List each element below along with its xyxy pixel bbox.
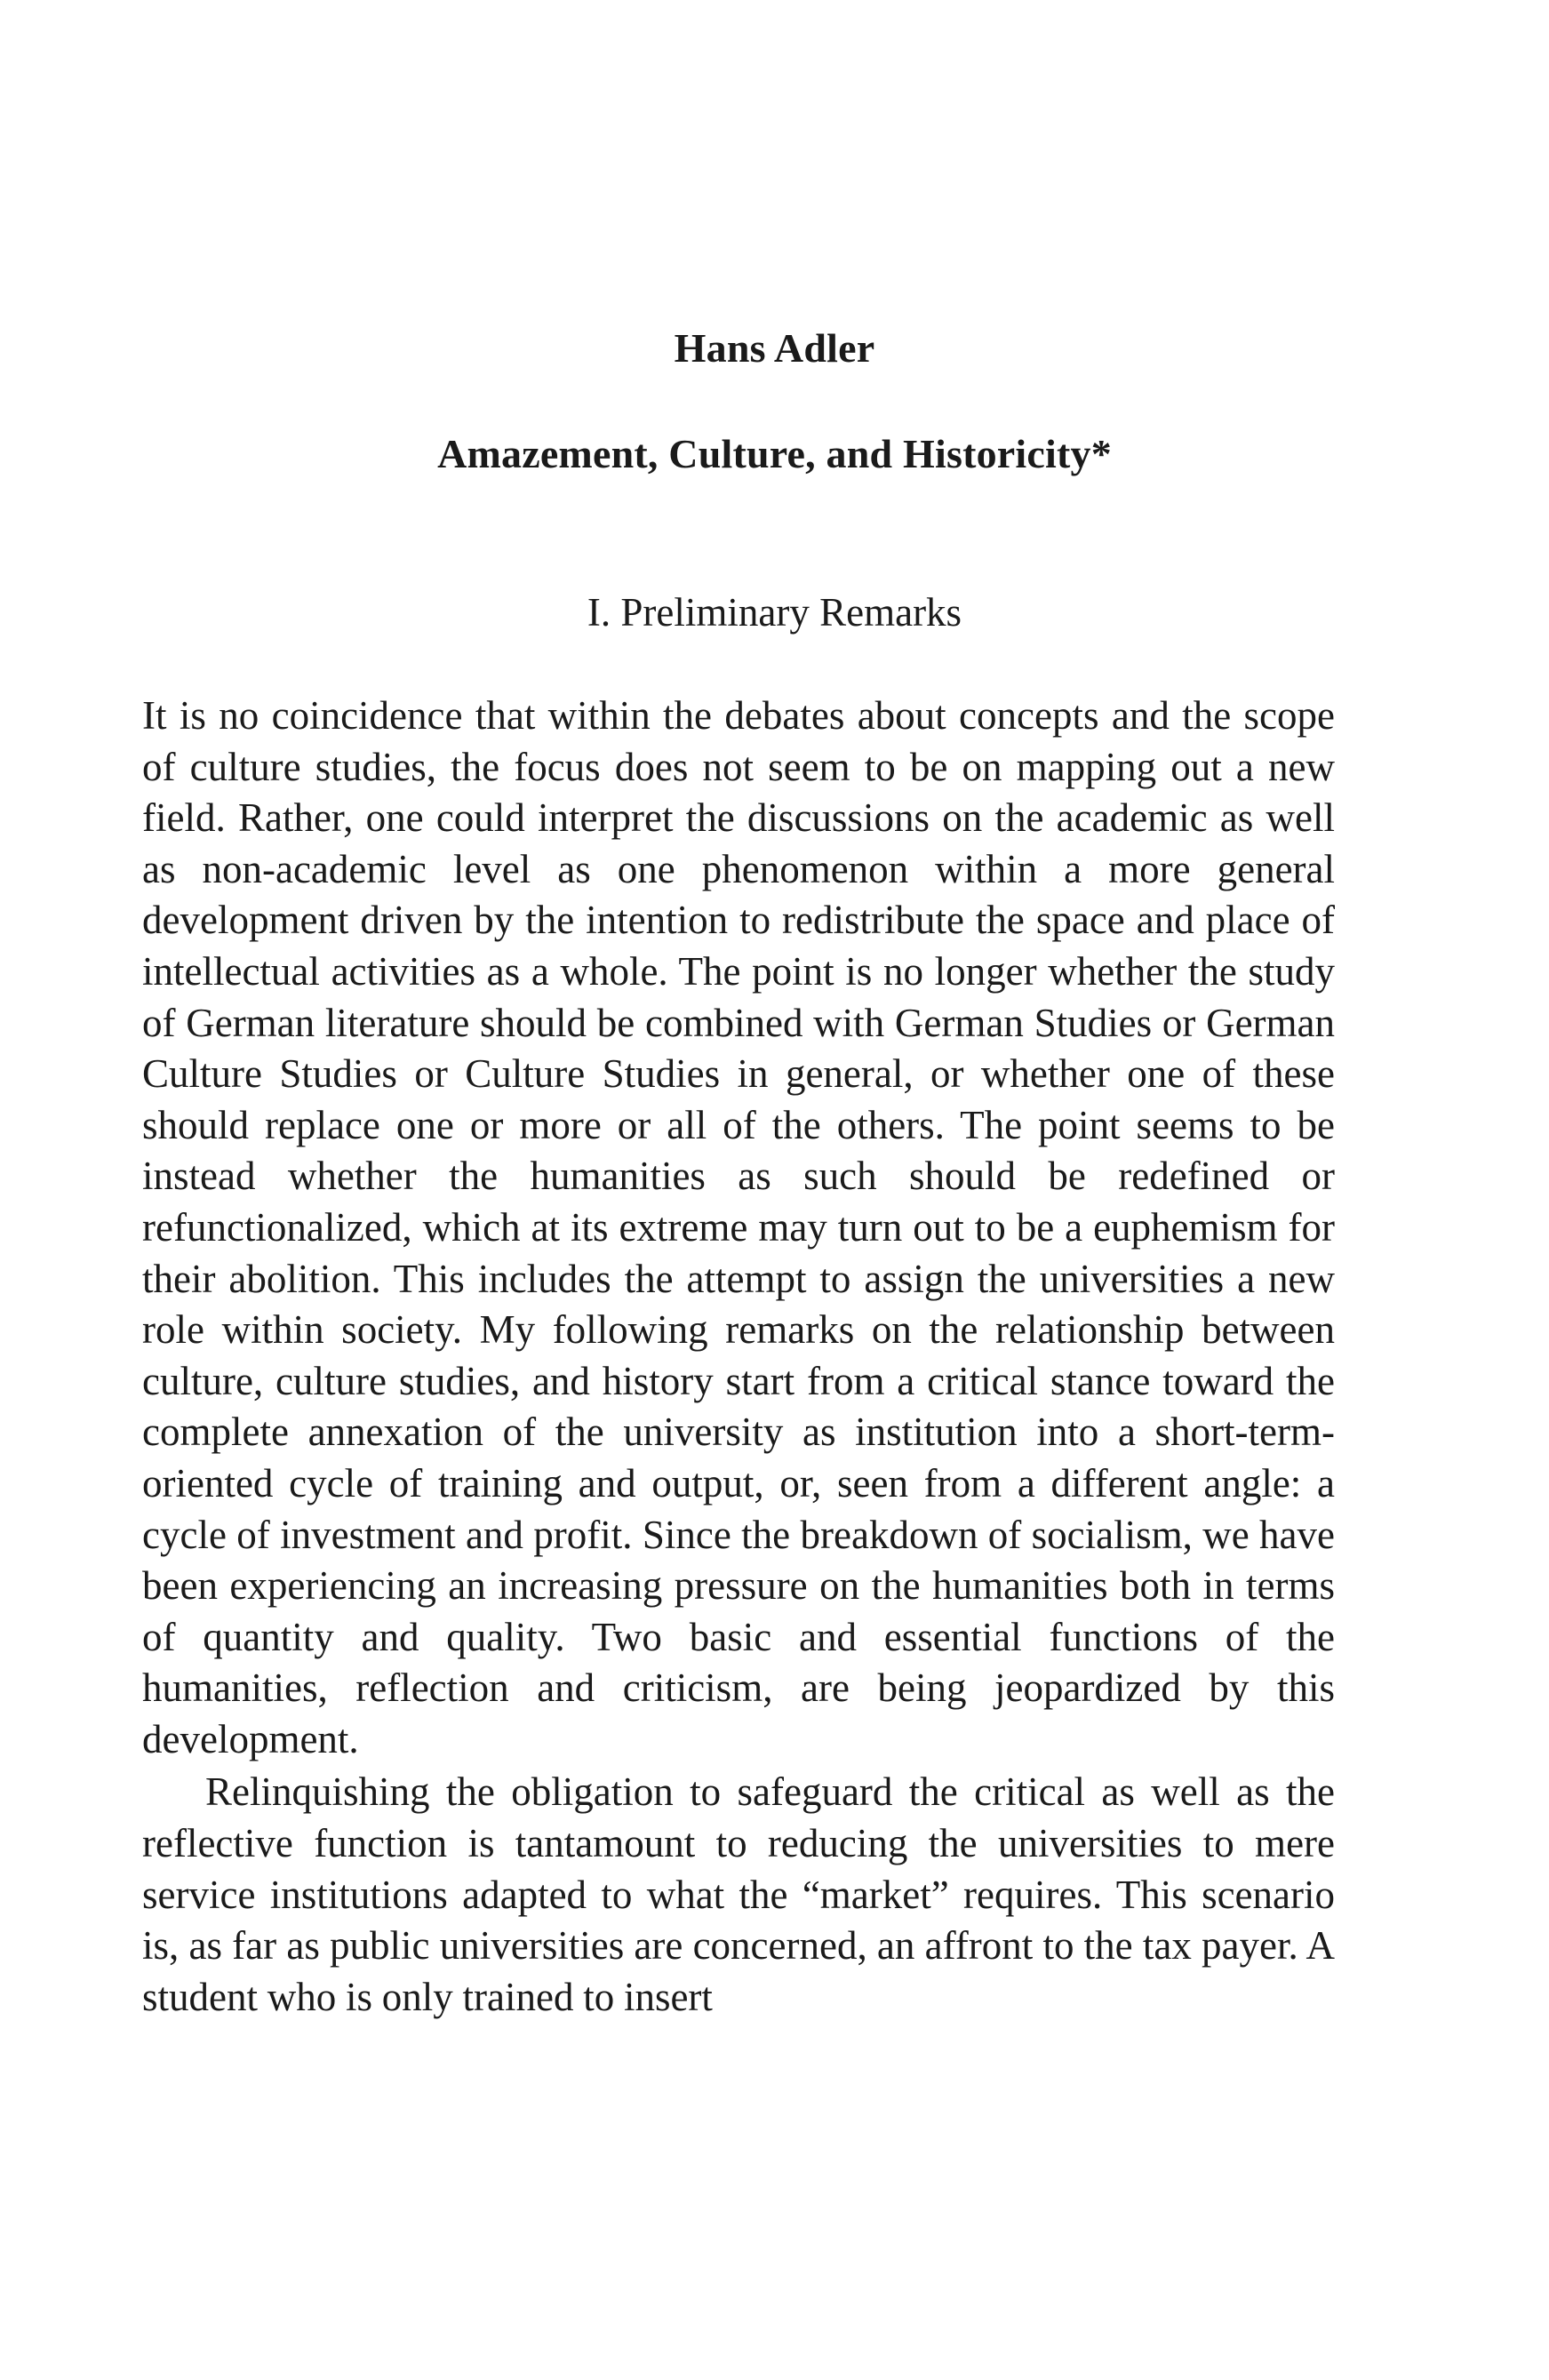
section-heading: I. Preliminary Remarks	[587, 590, 962, 635]
body-text	[142, 691, 1335, 2023]
author-name: Hans Adler	[674, 325, 875, 371]
article-title: Amazement, Culture, and Historicity*	[437, 431, 1112, 476]
paragraph-1: It is no coincidence that within the debates about concepts and the scope of culture studies, the focus does not seem to be on mapping out a new field. Rather, one could interpret the discussions on the academic as well as non-academic level as one phenomenon within a more general development driven by the intention to redistribute the space and place of intellectual activities as a whole. The point is no longer whether the study of German literature should be combined with German Studies or German Culture Studies or Culture Studies in general, or whether one of these should replace one or more or all of the others. The point seems to be instead whether the humanities as such should be redefined or refunctionalized, which at its extreme may turn out to be a euphemism for their abolition. This includes the attempt to assign the universities a new role within society. My following remarks on the relationship between culture, culture studies, and history start from a critical stance toward the complete annexation of the university as institution into a short-term-oriented cycle of training and output, or, seen from a different angle: a cycle of investment and profit. Since the breakdown of socialism, we have been experiencing an increasing pressure on the humanities both in terms of quantity and quality. Two basic and essential functions of the humanities, reflection and criticism, are being jeopardized by this development.	[142, 693, 1335, 1761]
paragraph-2: Relinquishing the obligation to safeguard the critical as well as the reflective function is tantamount to reducing the universities to mere service institutions adapted to what the “market” requires. This scenario is, as far as public universities are concerned, an affront to the tax payer. A student who is only trained to insert	[142, 1769, 1335, 2019]
